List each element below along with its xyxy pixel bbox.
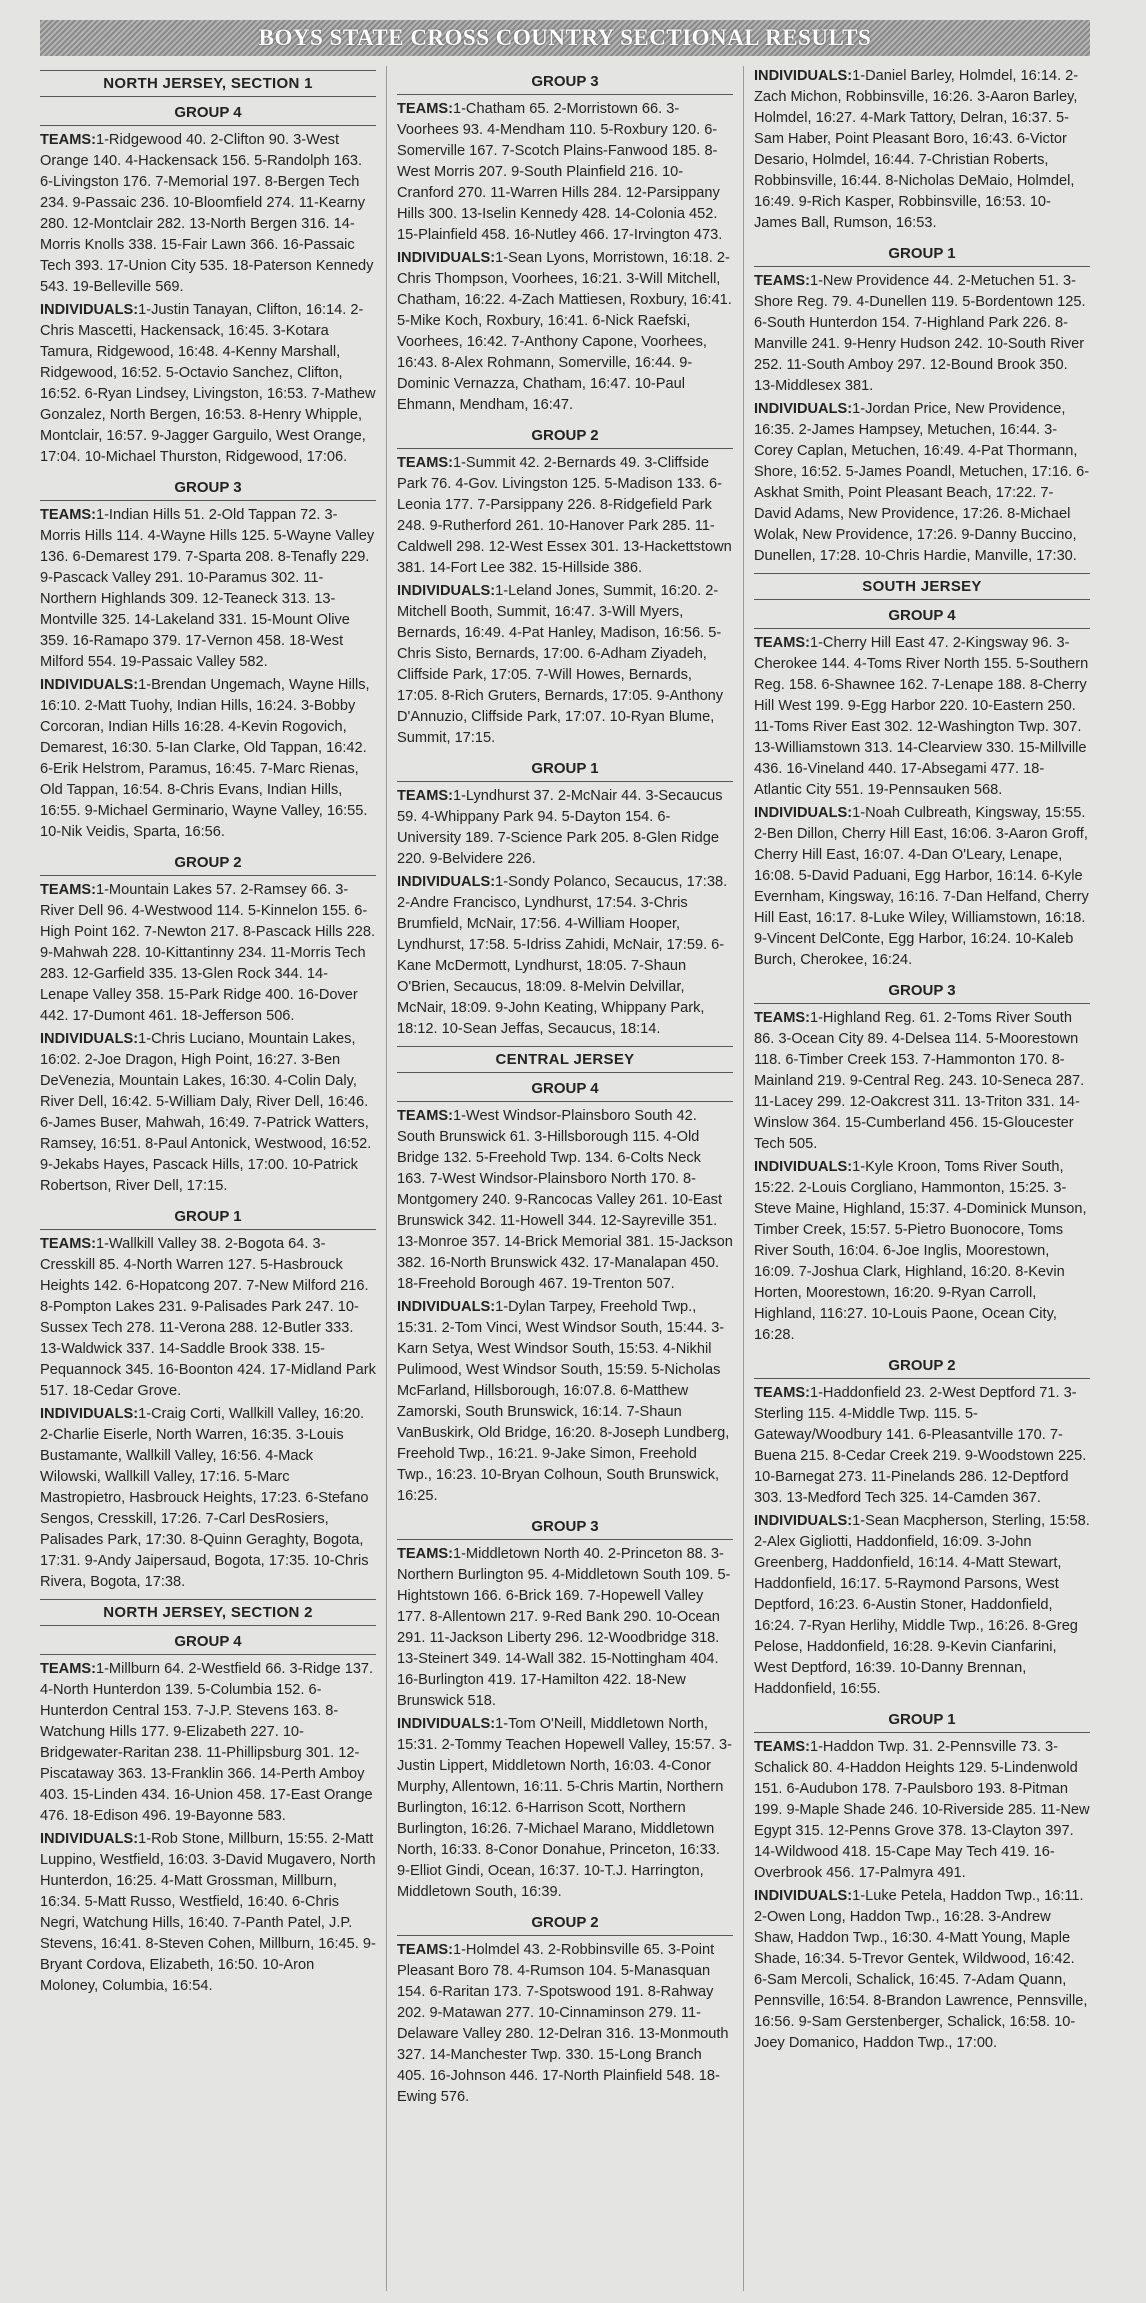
individuals-label: INDIVIDUALS: [754, 401, 853, 417]
teams-label: TEAMS: [40, 1661, 96, 1677]
teams-text: 1-Chatham 65. 2-Morristown 66. 3-Voorhees 93. 4-Mendham 110. 5-Roxbury 120. 6-Somerville 167. 7-Scotch Plains-Fanwood 185. 8-West Morris 207. 9-South Plainfield 216. 10-Cranford 270. 11-Warren Hills 284. 12-Parsippany Hills 300. 13-Iselin Kennedy 428. 14-Colonia 452. 15-Plainfield 458. 16-Nutley 466. 17-Irvington 473. [397, 101, 723, 243]
result-section [40, 474, 376, 843]
individuals-text: 1-Sean Macpherson, Sterling, 15:58. 2-Alex Gigliotti, Haddonfield, 16:09. 3-John Greenberg, Haddonfield, 16:14. 4-Matt Stewart, Haddonfield, 16:17. 5-Raymond Parsons, West Deptford, 16:23. 6-Austin Stoner, Haddonfield, 16:24. 7-Ryan Herlihy, Middle Twp., 16:26. 8-Greg Pelose, Haddonfield, 16:28. 9-Kevin Cianfarini, West Deptford, 16:39. 10-Danny Brennan, Haddonfield, 16:55. [754, 1513, 1090, 1697]
individual-results [40, 675, 376, 843]
teams-text: 1-Haddon Twp. 31. 2-Pennsville 73. 3-Schalick 80. 4-Haddon Heights 129. 5-Lindenwold 151. 6-Audubon 178. 7-Paulsboro 193. 8-Pitman 199. 9-Maple Shade 246. 10-Riverside 285. 11-New Egypt 315. 12-Penns Grove 378. 13-Clayton 397. 14-Wildwood 418. 15-Cape May Tech 419. 16-Overbrook 456. 17-Palmyra 491. [754, 1739, 1090, 1881]
teams-text: 1-Summit 42. 2-Bernards 49. 3-Cliffside Park 76. 4-Gov. Livingston 125. 5-Madison 133. 6-Leonia 177. 7-Parsippany 226. 8-Ridgefield Park 248. 9-Rutherford 261. 10-Hanover Park 285. 11-Caldwell 298. 12-West Essex 301. 13-Hackettstown 381. 14-Fort Lee 382. 15-Hillside 386. [397, 455, 732, 576]
individuals-text: 1-Kyle Kroon, Toms River South, 15:22. 2-Louis Corgliano, Hammonton, 15:25. 3-Steve Maine, Highland, 15:37. 4-Dominick Munson, Timber Creek, 15:57. 5-Pietro Buonocore, Toms River South, 16:04. 6-Joe Inglis, Moorestown, 16:09. 7-Joshua Clark, Highland, 16:20. 8-Kevin Horten, Moorestown, 16:20. 9-Ryan Carroll, Highland, 116:27. 10-Louis Paone, Ocean City, 16:28. [754, 1159, 1087, 1343]
section-region-header: SOUTH JERSEY [754, 573, 1090, 600]
team-results [754, 271, 1090, 397]
team-results [397, 1544, 733, 1712]
individual-results [754, 66, 1090, 234]
team-results [40, 880, 376, 1027]
individuals-label: INDIVIDUALS: [397, 583, 496, 599]
teams-label: TEAMS: [397, 1108, 453, 1124]
group-header: GROUP 3 [40, 474, 376, 501]
individuals-label: INDIVIDUALS: [754, 1513, 853, 1529]
group-header: GROUP 4 [397, 1075, 733, 1102]
team-results [40, 505, 376, 673]
individual-results [754, 1886, 1090, 2054]
section-region-header: NORTH JERSEY, SECTION 1 [40, 70, 376, 97]
result-section [40, 849, 376, 1197]
result-section [754, 1352, 1090, 1700]
teams-text: 1-Wallkill Valley 38. 2-Bogota 64. 3-Cresskill 85. 4-North Warren 127. 5-Hasbrouck Heights 142. 6-Hopatcong 207. 7-New Milford 216. 8-Pompton Lakes 231. 9-Palisades Park 247. 10-Sussex Tech 278. 11-Verona 288. 12-Butler 333. 13-Waldwick 337. 14-Saddle Brook 338. 15-Pequannock 345. 16-Boonton 424. 17-Midland Park 517. 18-Cedar Grove. [40, 1236, 376, 1399]
individual-results [754, 1157, 1090, 1346]
teams-label: TEAMS: [397, 788, 453, 804]
teams-text: 1-Middletown North 40. 2-Princeton 88. 3-Northern Burlington 95. 4-Middletown South 109. 5-Hightstown 166. 6-Brick 169. 7-Hopewell Valley 177. 8-Allentown 217. 9-Red Bank 290. 10-Ocean 291. 11-Jackson Liberty 296. 12-Woodbridge 318. 13-Steinert 349. 14-Wall 382. 15-Nottingham 404. 16-Burlington 419. 17-Hamilton 422. 18-New Brunswick 518. [397, 1546, 731, 1709]
individual-results [397, 1297, 733, 1507]
result-section [40, 1203, 376, 1593]
individuals-label: INDIVIDUALS: [40, 1406, 139, 1422]
individuals-label: INDIVIDUALS: [40, 302, 139, 318]
individual-results [397, 872, 733, 1040]
individuals-text: 1-Craig Corti, Wallkill Valley, 16:20. 2-Charlie Eiserle, North Warren, 16:35. 3-Louis Bustamante, Wallkill Valley, 16:56. 4-Mack Wilowski, Wallkill Valley, 17:16. 5-Marc Mastropietro, Hasbrouck Heights, 17:23. 6-Stefano Sengos, Cresskill, 17:26. 7-Carl DesRosiers, Palisades Park, 17:30. 8-Quinn Geraghty, Bogota, 17:31. 9-Andy Jaipersaud, Bogota, 17:35. 10-Chris Rivera, Bogota, 17:38. [40, 1406, 369, 1590]
result-section [397, 755, 733, 1040]
teams-text: 1-Lyndhurst 37. 2-McNair 44. 3-Secaucus 59. 4-Whippany Park 94. 5-Dayton 154. 6-University 189. 7-Science Park 205. 8-Glen Ridge 220. 9-Belvidere 226. [397, 788, 723, 867]
individual-results [397, 248, 733, 416]
individuals-label: INDIVIDUALS: [754, 68, 853, 84]
team-results [40, 130, 376, 298]
team-results [754, 1737, 1090, 1884]
teams-text: 1-New Providence 44. 2-Metuchen 51. 3-Shore Reg. 79. 4-Dunellen 119. 5-Bordentown 125. 6-South Hunterdon 154. 7-Highland Park 226. 8-Manville 241. 9-Henry Hudson 242. 10-South River 252. 11-South Amboy 297. 12-Bound Brook 350. 13-Middlesex 381. [754, 273, 1086, 394]
result-section [40, 70, 376, 468]
team-results [397, 99, 733, 246]
individuals-text: 1-Chris Luciano, Mountain Lakes, 16:02. 2-Joe Dragon, High Point, 16:27. 3-Ben DeVenezia, Mountain Lakes, 16:30. 4-Colin Daly, River Dell, 16:42. 5-William Daly, River Dell, 16:46. 6-James Buser, Mahwah, 16:49. 7-Patrick Watters, Ramsey, 16:51. 8-Paul Antonick, Westwood, 16:52. 9-Jekabs Hayes, Pascack Hills, 17:00. 10-Patrick Robertson, River Dell, 17:15. [40, 1031, 372, 1194]
group-header: GROUP 2 [397, 1909, 733, 1936]
result-section [40, 1599, 376, 1997]
teams-text: 1-Highland Reg. 61. 2-Toms River South 86. 3-Ocean City 89. 4-Delsea 114. 5-Moorestown 118. 6-Timber Creek 153. 7-Hammonton 170. 8-Mainland 219. 9-Central Reg. 243. 10-Seneca 287. 11-Lacey 299. 12-Oakcrest 311. 13-Triton 331. 14-Winslow 364. 15-Cumberland 456. 15-Gloucester Tech 505. [754, 1010, 1085, 1152]
individuals-text: 1-Sean Lyons, Morristown, 16:18. 2-Chris Thompson, Voorhees, 16:21. 3-Will Mitchell, Chatham, 16:22. 4-Zach Mattiesen, Roxbury, 16:41. 5-Mike Koch, Roxbury, 16:41. 6-Nick Raefski, Voorhees, 16:42. 7-Anthony Capone, Voorhees, 16:43. 8-Alex Rohmann, Somerville, 16:44. 9-Dominic Vernazza, Chatham, 16:47. 10-Paul Ehmann, Mendham, 16:47. [397, 250, 732, 413]
individuals-text: 1-Brendan Ungemach, Wayne Hills, 16:10. 2-Matt Tuohy, Indian Hills, 16:24. 3-Bobby Corcoran, Indian Hills 16:28. 4-Kevin Rogovich, Demarest, 16:30. 5-Ian Clarke, Old Tappan, 16:42. 6-Erik Helstrom, Paramus, 16:45. 7-Marc Rienas, Old Tappan, 16:54. 8-Chris Evans, Indian Hills, 16:55. 9-Michael Germinario, Wayne Valley, 16:55. 10-Nik Veidis, Sparta, 16:56. [40, 677, 370, 840]
group-header: GROUP 1 [754, 240, 1090, 267]
team-results [754, 1008, 1090, 1155]
teams-label: TEAMS: [397, 1942, 453, 1958]
teams-label: TEAMS: [397, 455, 453, 471]
individuals-label: INDIVIDUALS: [397, 1716, 496, 1732]
teams-label: TEAMS: [40, 1236, 96, 1252]
individual-results [40, 1404, 376, 1593]
group-header: GROUP 1 [754, 1706, 1090, 1733]
teams-text: 1-Holmdel 43. 2-Robbinsville 65. 3-Point Pleasant Boro 78. 4-Rumson 104. 5-Manasquan 154. 6-Raritan 173. 7-Spotswood 191. 8-Rahway 202. 9-Matawan 277. 10-Cinnaminson 279. 11-Delaware Valley 280. 12-Delran 316. 13-Monmouth 327. 14-Manchester Twp. 330. 15-Long Branch 405. 16-Johnson 446. 17-North Plainfield 548. 18-Ewing 576. [397, 1942, 729, 2105]
individuals-text: 1-Dylan Tarpey, Freehold Twp., 15:31. 2-Tom Vinci, West Windsor South, 15:44. 3-Karn Setya, West Windsor South, 15:53. 4-Nikhil Pulimood, West Windsor South, 15:59. 5-Nicholas McFarland, Hillsborough, 16:07.8. 6-Matthew Zamorski, South Brunswick, 16:14. 7-Shaun VanBuskirk, Old Bridge, 16:20. 8-Joseph Lundberg, Freehold Twp., 16:21. 9-Jake Simon, Freehold Twp., 16:23. 10-Bryan Colhoun, South Brunswick, 16:25. [397, 1299, 730, 1504]
team-results [754, 633, 1090, 801]
teams-text: 1-Indian Hills 51. 2-Old Tappan 72. 3-Morris Hills 114. 4-Wayne Hills 125. 5-Wayne Valley 136. 6-Demarest 179. 7-Sparta 208. 8-Tenafly 229. 9-Pascack Valley 291. 10-Paramus 302. 11-Northern Highlands 309. 12-Teaneck 313. 13-Montville 325. 14-Lakeland 331. 15-Mount Olive 359. 16-Ramapo 379. 17-Vernon 458. 18-West Milford 554. 19-Passaic Valley 582. [40, 507, 375, 670]
individual-results [754, 399, 1090, 567]
teams-text: 1-Ridgewood 40. 2-Clifton 90. 3-West Orange 140. 4-Hackensack 156. 5-Randolph 163. 6-Livingston 176. 7-Memorial 197. 8-Bergen Tech 234. 9-Passaic 236. 10-Bloomfield 274. 11-Kearny 280. 12-Montclair 282. 13-North Bergen 316. 14-Morris Knolls 338. 15-Fair Lawn 366. 16-Passaic Tech 393. 17-Union City 535. 18-Paterson Kennedy 543. 19-Belleville 569. [40, 132, 374, 295]
group-header: GROUP 4 [754, 602, 1090, 629]
individuals-text: 1-Leland Jones, Summit, 16:20. 2-Mitchell Booth, Summit, 16:47. 3-Will Myers, Bernards, 16:49. 4-Pat Hanley, Madison, 16:56. 5-Chris Sisto, Bernards, 17:00. 6-Adham Ziyadeh, Cliffside Park, 17:05. 7-Will Howes, Bernards, 17:05. 8-Rich Gruters, Bernards, 17:05. 9-Anthony D'Annuzio, Cliffside Park, 17:07. 10-Ryan Blume, Summit, 17:15. [397, 583, 724, 746]
team-results [40, 1234, 376, 1402]
section-region-header: CENTRAL JERSEY [397, 1046, 733, 1073]
individuals-text: 1-Tom O'Neill, Middletown North, 15:31. 2-Tommy Teachen Hopewell Valley, 15:57. 3-Justin Lippert, Middletown North, 16:03. 4-Conor Murphy, Allentown, 16:11. 5-Chris Martin, Northern Burlington, 16:12. 6-Harrison Scott, Northern Burlington, 16:26. 7-Michael Marano, Middletown North, 16:33. 8-Conor Donahue, Princeton, 16:33. 9-Elliot Gindi, Ocean, 16:37. 10-T.J. Harrington, Middletown South, 16:39. [397, 1716, 733, 1900]
section-region-header: NORTH JERSEY, SECTION 2 [40, 1599, 376, 1626]
result-section [754, 66, 1090, 234]
individual-results [397, 1714, 733, 1903]
teams-label: TEAMS: [754, 273, 810, 289]
result-section [397, 68, 733, 416]
individuals-label: INDIVIDUALS: [40, 1031, 139, 1047]
teams-label: TEAMS: [754, 1010, 810, 1026]
column-left [40, 66, 376, 2291]
teams-label: TEAMS: [754, 1385, 810, 1401]
team-results [754, 1383, 1090, 1509]
team-results [397, 453, 733, 579]
individuals-text: 1-Justin Tanayan, Clifton, 16:14. 2-Chris Mascetti, Hackensack, 16:45. 3-Kotara Tamura, Ridgewood, 16:48. 4-Kenny Marshall, Ridgewood, 16:52. 5-Octavio Sanchez, Clifton, 16:52. 6-Ryan Lindsey, Livingston, 16:53. 7-Mathew Gonzalez, North Bergen, 16:53. 8-Henry Whipple, Montclair, 16:57. 9-Jagger Garguilo, West Orange, 17:04. 10-Michael Thurston, Ridgewood, 17:06. [40, 302, 376, 465]
group-header: GROUP 3 [397, 1513, 733, 1540]
individuals-text: 1-Noah Culbreath, Kingsway, 15:55. 2-Ben Dillon, Cherry Hill East, 16:06. 3-Aaron Groff, Cherry Hill East, 16:07. 4-Dan O'Leary, Lenape, 16:08. 5-David Paduani, Egg Harbor, 16:14. 6-Kyle Evernham, Kingsway, 16:16. 7-Dan Helfand, Cherry Hill East, 16:17. 8-Luke Wiley, Williamstown, 16:18. 9-Vincent DelConte, Egg Harbor, 16:24. 10-Kaleb Burch, Cherokee, 16:24. [754, 805, 1089, 968]
teams-text: 1-Millburn 64. 2-Westfield 66. 3-Ridge 137. 4-North Hunterdon 139. 5-Columbia 152. 6-Hunterdon Central 153. 7-J.P. Stevens 163. 8-Watchung Hills 177. 9-Elizabeth 227. 10-Bridgewater-Raritan 238. 11-Phillipsburg 301. 12-Piscataway 363. 13-Franklin 366. 14-Perth Amboy 403. 15-Linden 434. 16-Union 458. 17-East Orange 476. 18-Edison 496. 19-Bayonne 583. [40, 1661, 374, 1824]
individuals-label: INDIVIDUALS: [397, 1299, 496, 1315]
group-header: GROUP 1 [397, 755, 733, 782]
individual-results [40, 300, 376, 468]
teams-label: TEAMS: [397, 101, 453, 117]
group-header: GROUP 2 [40, 849, 376, 876]
teams-label: TEAMS: [754, 1739, 810, 1755]
teams-label: TEAMS: [40, 132, 96, 148]
individuals-label: INDIVIDUALS: [754, 1159, 853, 1175]
team-results [397, 786, 733, 870]
result-section [754, 573, 1090, 971]
individual-results [754, 803, 1090, 971]
banner-title: BOYS STATE CROSS COUNTRY SECTIONAL RESULTS [258, 25, 872, 50]
individual-results [397, 581, 733, 749]
individuals-label: INDIVIDUALS: [397, 874, 496, 890]
teams-label: TEAMS: [754, 635, 810, 651]
individuals-label: INDIVIDUALS: [397, 250, 496, 266]
individuals-text: 1-Jordan Price, New Providence, 16:35. 2-James Hampsey, Metuchen, 16:44. 3-Corey Caplan, Metuchen, 16:49. 4-Pat Thormann, Shore, 16:52. 5-James Poandl, Metuchen, 17:16. 6-Askhat Smith, Point Pleasant Beach, 17:22. 7-David Adams, New Providence, 17:26. 8-Michael Wolak, New Providence, 17:26. 9-Danny Buccino, Dunellen, 17:28. 10-Chris Hardie, Manville, 17:30. [754, 401, 1090, 564]
individuals-label: INDIVIDUALS: [40, 677, 139, 693]
team-results [397, 1940, 733, 2108]
group-header: GROUP 3 [397, 68, 733, 95]
individuals-text: 1-Sondy Polanco, Secaucus, 17:38. 2-Andre Francisco, Lyndhurst, 17:54. 3-Chris Brumfield, McNair, 17:56. 4-William Hooper, Lyndhurst, 17:58. 5-Idriss Zahidi, McNair, 17:59. 6-Kane McDermott, Lyndhurst, 18:05. 7-Shaun O'Brien, Secaucus, 18:09. 8-Melvin Delvillar, McNair, 18:09. 9-John Keating, Whippany Park, 18:12. 10-Sean Jeffas, Secaucus, 18:14. [397, 874, 728, 1037]
teams-label: TEAMS: [40, 882, 96, 898]
group-header: GROUP 4 [40, 1628, 376, 1655]
individuals-text: 1-Luke Petela, Haddon Twp., 16:11. 2-Owen Long, Haddon Twp., 16:28. 3-Andrew Shaw, Haddon Twp., 16:30. 4-Matt Young, Maple Shade, 16:34. 5-Trevor Gentek, Wildwood, 16:42. 6-Sam Mercoli, Schalick, 16:45. 7-Adam Quann, Pennsville, 16:54. 8-Brandon Lawrence, Pennsville, 16:56. 9-Sam Gerstenberger, Schalick, 16:58. 10-Joey Domanico, Haddon Twp., 17:00. [754, 1888, 1088, 2051]
group-header: GROUP 2 [754, 1352, 1090, 1379]
result-section [397, 1046, 733, 1507]
result-section [754, 977, 1090, 1346]
individuals-text: 1-Daniel Barley, Holmdel, 16:14. 2-Zach Michon, Robbinsville, 16:26. 3-Aaron Barley, Holmdel, 16:27. 4-Mark Tattory, Delran, 16:37. 5-Sam Haber, Point Pleasant Boro, 16:43. 6-Victor Desario, Holmdel, 16:44. 7-Christian Roberts, Robbinsville, 16:44. 8-Nicholas DeMaio, Holmdel, 16:49. 9-Rich Kasper, Robbinsville, 16:53. 10-James Ball, Rumson, 16:53. [754, 68, 1079, 231]
result-section [397, 1909, 733, 2108]
teams-label: TEAMS: [40, 507, 96, 523]
column-right [754, 66, 1090, 2291]
teams-text: 1-Haddonfield 23. 2-West Deptford 71. 3-Sterling 115. 4-Middle Twp. 115. 5-Gateway/Woodbury 141. 6-Pleasantville 170. 7-Buena 215. 8-Cedar Creek 219. 9-Woodstown 225. 10-Barnegat 273. 11-Pinelands 286. 12-Deptford 303. 13-Medford Tech 325. 14-Camden 367. [754, 1385, 1087, 1506]
result-section [754, 240, 1090, 567]
group-header: GROUP 1 [40, 1203, 376, 1230]
result-section [754, 1706, 1090, 2054]
group-header: GROUP 4 [40, 99, 376, 126]
column-middle [386, 66, 744, 2291]
group-header: GROUP 3 [754, 977, 1090, 1004]
individual-results [754, 1511, 1090, 1700]
individuals-label: INDIVIDUALS: [40, 1831, 139, 1847]
results-columns [40, 66, 1090, 2291]
team-results [397, 1106, 733, 1295]
teams-label: TEAMS: [397, 1546, 453, 1562]
group-header: GROUP 2 [397, 422, 733, 449]
individual-results [40, 1029, 376, 1197]
result-section [397, 1513, 733, 1903]
teams-text: 1-Mountain Lakes 57. 2-Ramsey 66. 3-River Dell 96. 4-Westwood 114. 5-Kinnelon 155. 6-High Point 162. 7-Newton 217. 8-Pascack Hills 228. 9-Mahwah 228. 10-Kittantinny 234. 11-Morris Tech 283. 12-Garfield 335. 13-Glen Rock 344. 14-Lenape Valley 358. 15-Park Ridge 400. 16-Dover 442. 17-Dumont 461. 18-Jefferson 506. [40, 882, 376, 1024]
teams-text: 1-West Windsor-Plainsboro South 42. South Brunswick 61. 3-Hillsborough 115. 4-Old Bridge 132. 5-Freehold Twp. 134. 6-Colts Neck 163. 7-West Windsor-Plainsboro North 170. 8-Montgomery 240. 9-Rancocas Valley 261. 10-East Brunswick 342. 11-Howell 344. 12-Sayreville 351. 13-Monroe 357. 14-Brick Memorial 381. 15-Jackson 382. 16-North Brunswick 432. 17-Manalapan 450. 18-Freehold Borough 467. 19-Trenton 507. [397, 1108, 733, 1292]
individual-results [40, 1829, 376, 1997]
teams-text: 1-Cherry Hill East 47. 2-Kingsway 96. 3-Cherokee 144. 4-Toms River North 155. 5-Southern Reg. 158. 6-Shawnee 162. 7-Lenape 188. 8-Cherry Hill West 199. 9-Egg Harbor 220. 10-Eastern 250. 11-Toms River East 302. 12-Washington Twp. 307. 13-Williamstown 313. 14-Clearview 330. 15-Millville 436. 16-Vineland 440. 17-Absegami 477. 18-Atlantic City 551. 19-Pennsauken 568. [754, 635, 1089, 798]
individuals-label: INDIVIDUALS: [754, 805, 853, 821]
team-results [40, 1659, 376, 1827]
result-section [397, 422, 733, 749]
individuals-label: INDIVIDUALS: [754, 1888, 853, 1904]
individuals-text: 1-Rob Stone, Millburn, 15:55. 2-Matt Luppino, Westfield, 16:03. 3-David Mugavero, North Hunterdon, 16:25. 4-Matt Grossman, Millburn, 16:34. 5-Matt Russo, Westfield, 16:40. 6-Chris Negri, Watchung Hills, 16:40. 7-Panth Patel, J.P. Stevens, 16:41. 8-Steven Cohen, Millburn, 16:45. 9-Bryant Cordova, Elizabeth, 16:50. 10-Aron Moloney, Columbia, 16:54. [40, 1831, 376, 1994]
page-banner [40, 20, 1090, 56]
